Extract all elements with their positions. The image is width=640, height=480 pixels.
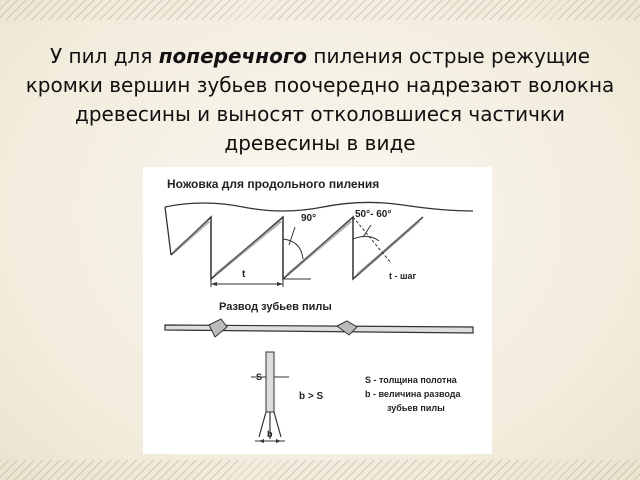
set-symbol: b <box>267 429 273 439</box>
angle-range-label: 50°- 60° <box>355 209 392 220</box>
figure-title: Ножовка для продольного пиления <box>167 177 380 191</box>
saw-tooth-figure <box>143 167 492 454</box>
set-title: Развод зубьев пилы <box>219 301 332 313</box>
set-tooth-left <box>209 319 227 337</box>
top-border-hatch <box>0 0 640 20</box>
angle-range-arc <box>353 236 379 241</box>
text-part-1: У пил для <box>49 44 159 68</box>
angle-90-label: 90° <box>301 213 317 224</box>
legend-s: S - толщина полотна <box>365 375 457 385</box>
relation-label: b > S <box>299 391 324 402</box>
thickness-symbol: S <box>256 372 263 382</box>
bottom-border-hatch <box>0 460 640 480</box>
angle-90-arc <box>283 239 303 259</box>
set-tooth-right <box>337 321 357 335</box>
blade-cross-section <box>266 352 274 412</box>
text-bold-word: поперечного <box>158 44 308 68</box>
legend-b-line1: b - величина развода <box>365 389 461 399</box>
blade-left-edge <box>165 207 171 255</box>
pitch-legend: t - шаг <box>389 271 417 281</box>
slide-body-text <box>24 42 616 158</box>
pitch-symbol: t <box>242 269 246 280</box>
saw-teeth-outline <box>171 217 423 279</box>
blade-break-line <box>165 202 473 211</box>
legend-b-line2: зубьев пилы <box>387 403 445 413</box>
text-part-2: пиления острые режущие кромки вершин зубьев поочередно надрезают волокна древесины и выносят отколовшиеся частички древесины в виде <box>25 44 615 155</box>
